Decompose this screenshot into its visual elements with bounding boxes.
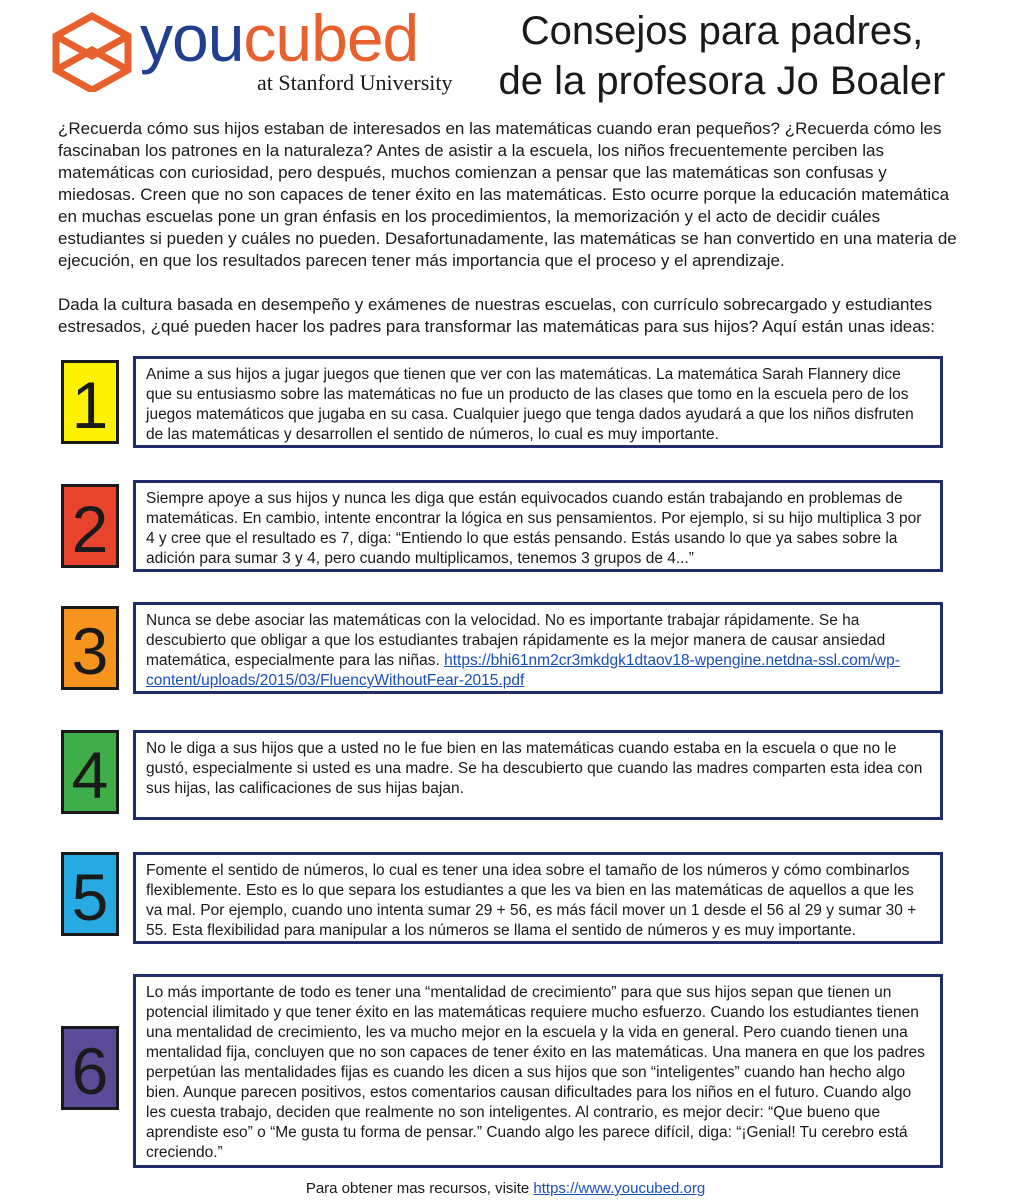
tip-text-5: Fomente el sentido de números, lo cual es tener una idea sobre el tamaño de los números y cómo combinarlos flexiblemente. Esto es lo que separa los estudiantes a que les va bien en las matemáticas de aquellos a que les va mal. Por ejemplo, cuando uno intenta sumar 29 + 56, es más fácil mover un 1 desde el 56 al 29 y sumar 30 + 55. Esta flexibilidad para manipular a los números se llama el sentido de números y es muy importante. bbox=[146, 862, 917, 939]
fluency-pdf-link[interactable]: https://bhi61nm2cr3mkdgk1dtaov18-wpengine.netdna-ssl.com/wp-content/uploads/2015/03/FluencyWithoutFear-2015.pdf bbox=[146, 652, 900, 689]
logo-word-you: you bbox=[140, 1, 244, 75]
tip-text-1: Anime a sus hijos a jugar juegos que tienen que ver con las matemáticas. La matemática Sarah Flannery dice que su entusiasmo sobre las matemáticas no fue un producto de las clases que tomo en la escuela pero de los juegos matemáticos que jugaba en su casa. Cualquier juego que tenga dados ayudará a que los niños disfruten de las matemáticas y desarrollen el sentido de números, lo cual es muy importante. bbox=[146, 366, 914, 443]
logo-wordmark bbox=[140, 0, 418, 76]
tip-text-4: No le diga a sus hijos que a usted no le fue bien en las matemáticas cuando estaba en la escuela o que no le gustó, especialmente si usted es una madre. Se ha descubierto que cuando las madres comparten esta idea con sus hijas, las calificaciones de sus hijas bajan. bbox=[146, 740, 923, 797]
youcubed-link[interactable]: https://www.youcubed.org bbox=[533, 1180, 706, 1197]
tip-number-6: 6 bbox=[61, 1026, 119, 1110]
tip-box-3 bbox=[133, 602, 943, 694]
page-title bbox=[492, 6, 952, 106]
tip-number-3: 3 bbox=[61, 606, 119, 690]
title-line-2: de la profesora Jo Boaler bbox=[498, 59, 946, 103]
tip-text-3: Nunca se debe asociar las matemáticas con la velocidad. No es importante trabajar rápidamente. Se ha descubierto que obligar a que los estudiantes trabajen rápidamente es la mejor manera de causar ansiedad matemática, especialmente para las niñas. bbox=[146, 612, 886, 669]
youcubed-logo[interactable] bbox=[52, 1, 472, 98]
tip-box-5 bbox=[133, 852, 943, 944]
footer-text: Para obtener mas recursos, visite bbox=[305, 1180, 534, 1197]
tip-text-6: Lo más importante de todo es tener una “mentalidad de crecimiento” para que sus hijos sepan que tienen un potencial ilimitado y que tener éxito en las matemáticas requiere mucho esfuerzo. Cuando los estudiantes tienen una mentalidad de crecimiento, les va mucho mejor en la escuela y la vida en general. Pero cuando tienen una mentalidad fija, concluyen que no son capaces de tener éxito en las matemáticas. Una manera en que los padres perpetúan las mentalidades fijas es cuando les dicen a sus hijos que son “inteligentes” cuando han hecho algo bien. Aunque parecen positivos, estos comentarios causan dificultades para los niños en el futuro. Cuando algo les cuesta trabajo, deciden que realmente no son inteligentes. Al contrario, es mejor decir: “Que bueno que aprendiste eso” o “Me gusta tu forma de pensar.” Cuando algo les parece difícil, diga: “¡Genial! Tu cerebro está creciendo.” bbox=[146, 984, 925, 1161]
intro-paragraph-1: ¿Recuerda cómo sus hijos estaban de interesados en las matemáticas cuando eran pequeños? ¿Recuerda cómo les fascinaban los patrones en la naturaleza? Antes de asistir a la escuela, los niños frecuentemente perciben las matemáticas con curiosidad, pero después, muchos comienzan a pensar que las matemáticas son confusas y miedosas. Creen que no son capaces de tener éxito en las matemáticas. Esto ocurre porque la educación matemática en muchas escuelas pone un gran énfasis en los procedimientos, la memorización y el acto de decidir cuáles estudiantes si pueden y cuáles no pueden. Desafortunadamente, las matemáticas se han convertido en una materia de ejecución, en que los resultados parecen tener más importancia que el proceso y el aprendizaje. bbox=[58, 119, 957, 270]
intro-paragraph-2: Dada la cultura basada en desempeño y exámenes de nuestras escuelas, con currículo sobrecargado y estudiantes estresados, ¿qué pueden hacer los padres para transformar las matemáticas para sus hijos? Aquí están unas ideas: bbox=[58, 295, 935, 336]
header bbox=[0, 0, 1011, 110]
tip-box-4 bbox=[133, 730, 943, 820]
tip-box-2 bbox=[133, 480, 943, 572]
tip-number-4: 4 bbox=[61, 730, 119, 814]
tip-box-1 bbox=[133, 356, 943, 448]
title-line-1: Consejos para padres, bbox=[520, 9, 924, 53]
logo-subtitle: at Stanford University bbox=[257, 70, 453, 95]
tip-box-6 bbox=[133, 974, 943, 1168]
tip-number-5: 5 bbox=[61, 852, 119, 936]
tip-number-2: 2 bbox=[61, 484, 119, 568]
intro bbox=[58, 118, 958, 360]
tip-text-2: Siempre apoye a sus hijos y nunca les diga que están equivocados cuando están trabajando en problemas de matemáticas. En cambio, intente encontrar la lógica en sus pensamientos. Por ejemplo, si su hijo multiplica 3 por 4 y cree que el resultado es 7, diga: “Entiendo lo que estás pensando. Estás usando lo que ya sabes sobre la adición para sumar 3 y 4, pero cuando multiplicamos, tenemos 3 grupos de 4...” bbox=[146, 490, 922, 567]
cube-logo-icon bbox=[52, 12, 132, 92]
footer bbox=[0, 1180, 1011, 1197]
tip-number-1: 1 bbox=[61, 360, 119, 444]
logo-word-cubed: cubed bbox=[243, 1, 419, 75]
